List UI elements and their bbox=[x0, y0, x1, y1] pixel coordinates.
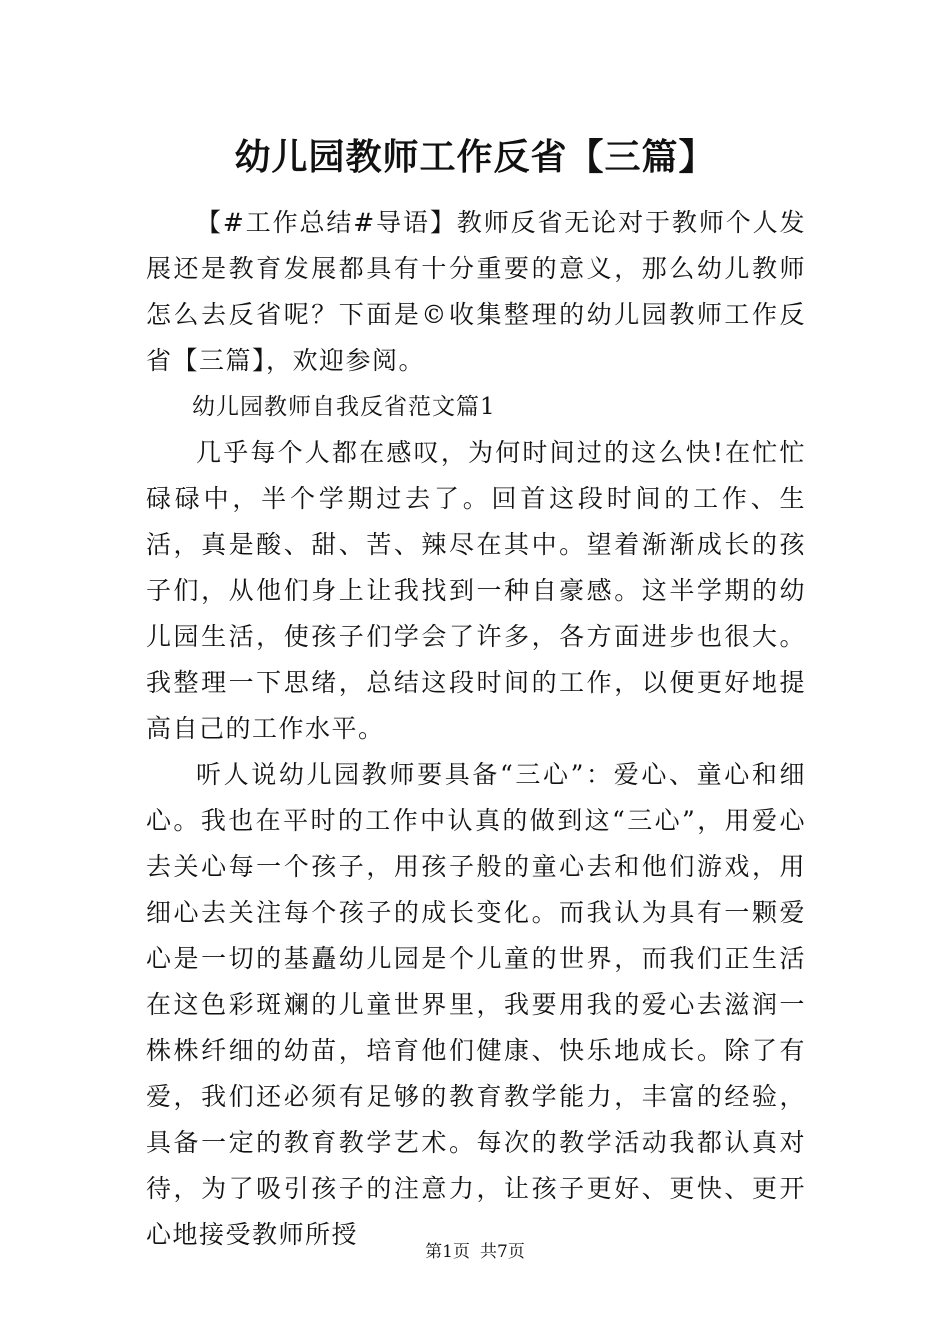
page-footer bbox=[0, 1240, 950, 1264]
section-heading: 幼儿园教师自我反省范文篇1 bbox=[192, 394, 496, 420]
intro-paragraph: 【#工作总结#导语】教师反省无论对于教师个人发展还是教育发展都具有十分重要的意义，那么幼儿教师怎么去反省呢？下面是©收集整理的幼儿园教师工作反省【三篇】，欢迎参阅。 bbox=[146, 208, 806, 375]
page-total: 共7页 bbox=[480, 1242, 525, 1262]
document-body bbox=[146, 200, 806, 1258]
document-title: 幼儿园教师工作反省【三篇】 bbox=[234, 136, 716, 178]
body-paragraph-2: 听人说幼儿园教师要具备“三心”：爱心、童心和细心。我也在平时的工作中认真的做到这“三心”，用爱心去关心每一个孩子，用孩子般的童心去和他们游戏，用细心去关注每个孩子的成长变化。而我认为具有一颗爱心是一切的基矗幼儿园是个儿童的世界，而我们正生活在这色彩斑斓的儿童世界里，我要用我的爱心去滋润一株株纤细的幼苗，培育他们健康、快乐地成长。除了有爱，我们还必须有足够的教育教学能力，丰富的经验，具备一定的教育教学艺术。每次的教学活动我都认真对待，为了吸引孩子的注意力，让孩子更好、更快、更开心地接受教师所授 bbox=[146, 760, 806, 1249]
page-number: 第1页 bbox=[425, 1242, 470, 1262]
body-paragraph-1: 几乎每个人都在感叹，为何时间过的这么快!在忙忙碌碌中，半个学期过去了。回首这段时间的工作、生活，真是酸、甜、苦、辣尽在其中。望着渐渐成长的孩子们，从他们身上让我找到一种自豪感。这半学期的幼儿园生活，使孩子们学会了许多，各方面进步也很大。我整理一下思绪，总结这段时间的工作，以便更好地提高自己的工作水平。 bbox=[146, 438, 806, 743]
